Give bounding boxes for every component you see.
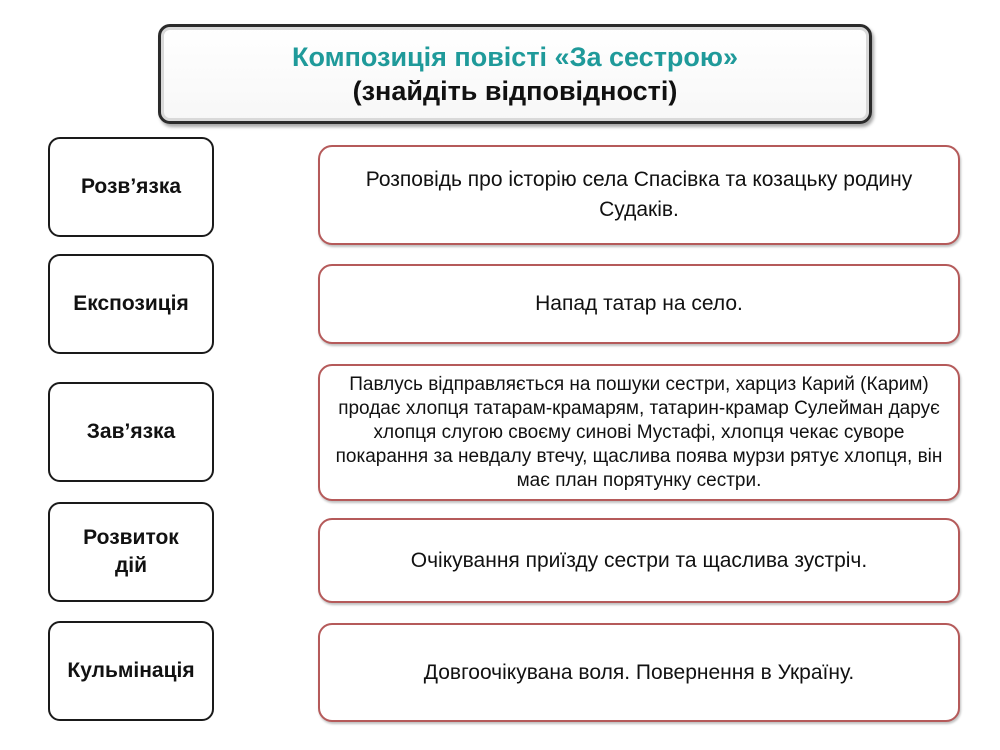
term-card-2[interactable]: Експозиція [48,254,214,354]
title-instruction: (знайдіть відповідності) [352,76,678,106]
definition-card-4[interactable]: Очікування приїзду сестри та щаслива зустріч. [318,518,960,603]
term-card-4[interactable]: Розвиток дій [48,502,214,602]
definition-card-2[interactable]: Напад татар на село. [318,264,960,344]
term-card-1[interactable]: Розв’язка [48,137,214,237]
title-box [158,24,872,124]
term-card-3[interactable]: Зав’язка [48,382,214,482]
definition-card-1[interactable]: Розповідь про історію села Спасівка та козацьку родину Судаків. [318,145,960,245]
definition-card-3[interactable]: Павлусь відправляється на пошуки сестри, харциз Карий (Карим) продає хлопця татарам-крамарям, татарин-крамар Сулейман дарує хлопця слугою своєму синові Мустафі, хлопця чекає суворе покарання за невдалу втечу, щаслива поява мурзи рятує хлопця, він має план порятунку сестри. [318,364,960,501]
title-heading: Композиція повісті «За сестрою» [292,42,738,72]
term-card-5[interactable]: Кульмінація [48,621,214,721]
definition-card-5[interactable]: Довгоочікувана воля. Повернення в Україну. [318,623,960,722]
